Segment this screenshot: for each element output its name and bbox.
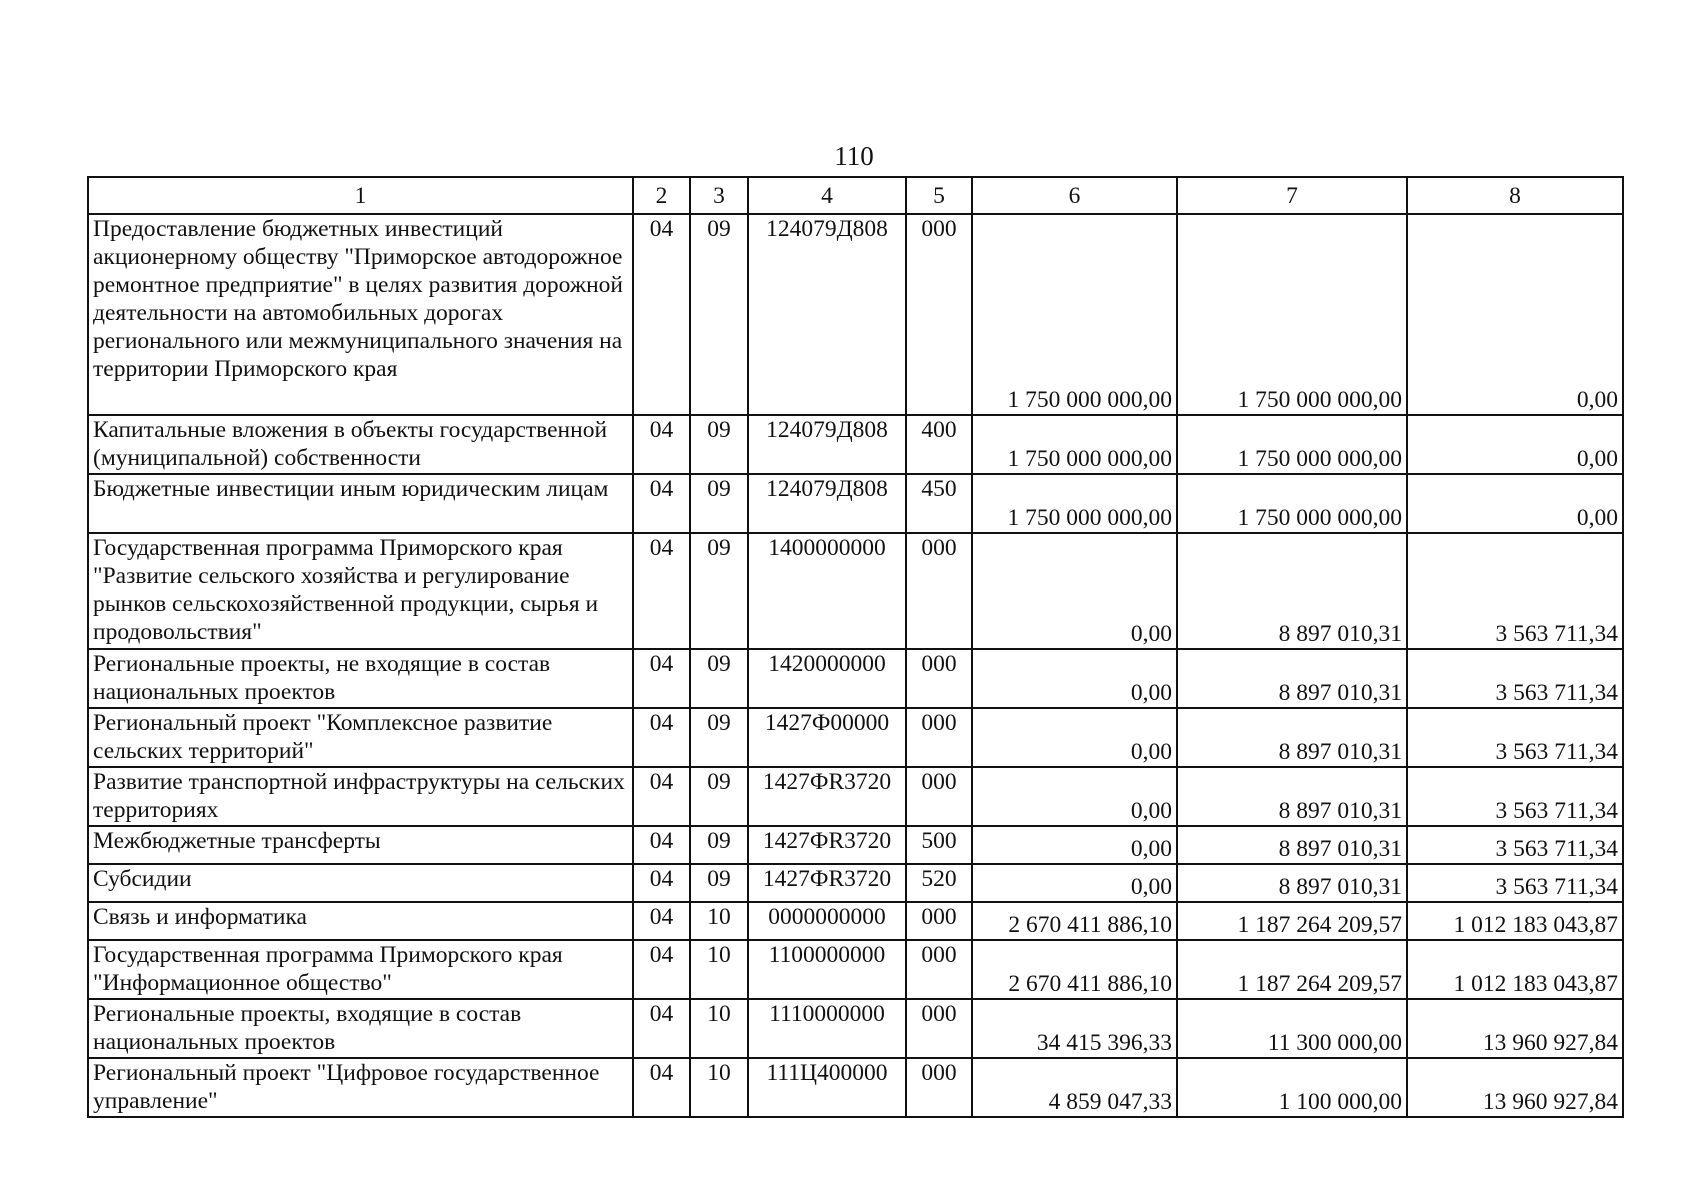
subsection-code-cell: 09 [690,864,748,902]
expense-type-cell: 000 [906,999,972,1058]
amount-cell-7: 1 187 264 209,57 [1177,902,1407,940]
section-code-cell: 04 [633,999,690,1058]
expense-type-cell: 000 [906,214,972,415]
amount-cell-6: 0,00 [972,767,1177,826]
table-row [88,649,1623,708]
expense-type-cell: 000 [906,767,972,826]
target-article-cell: 1420000000 [748,649,906,708]
table-row [88,214,1623,415]
table-row [88,826,1623,864]
section-code-cell: 04 [633,533,690,649]
subsection-code-cell: 09 [690,214,748,415]
header-cell: 8 [1407,177,1623,214]
subsection-code-cell: 09 [690,474,748,533]
target-article-cell: 1427ФR3720 [748,826,906,864]
amount-cell-8: 3 563 711,34 [1407,533,1623,649]
section-code-cell: 04 [633,902,690,940]
section-code-cell: 04 [633,474,690,533]
target-article-cell: 1110000000 [748,999,906,1058]
amount-cell-7: 1 750 000 000,00 [1177,214,1407,415]
target-article-cell: 124079Д808 [748,415,906,474]
header-cell: 2 [633,177,690,214]
page-number: 110 [834,141,874,171]
header-cell: 7 [1177,177,1407,214]
amount-cell-7: 1 187 264 209,57 [1177,940,1407,999]
target-article-cell: 111Ц400000 [748,1058,906,1117]
table-row [88,940,1623,999]
amount-cell-6: 1 750 000 000,00 [972,474,1177,533]
table-row [88,767,1623,826]
row-name-cell: Региональные проекты, не входящие в состав национальных проектов [88,649,633,708]
header-cell: 5 [906,177,972,214]
amount-cell-6: 0,00 [972,649,1177,708]
table-row [88,864,1623,902]
header-cell: 4 [748,177,906,214]
amount-cell-6: 4 859 047,33 [972,1058,1177,1117]
subsection-code-cell: 09 [690,767,748,826]
expense-type-cell: 000 [906,649,972,708]
amount-cell-6: 1 750 000 000,00 [972,214,1177,415]
section-code-cell: 04 [633,767,690,826]
target-article-cell: 1427ФR3720 [748,864,906,902]
header-cell: 1 [88,177,633,214]
subsection-code-cell: 10 [690,999,748,1058]
amount-cell-6: 2 670 411 886,10 [972,940,1177,999]
subsection-code-cell: 09 [690,708,748,767]
table-row [88,474,1623,533]
amount-cell-7: 1 750 000 000,00 [1177,415,1407,474]
amount-cell-7: 8 897 010,31 [1177,864,1407,902]
subsection-code-cell: 10 [690,940,748,999]
amount-cell-7: 8 897 010,31 [1177,826,1407,864]
amount-cell-8: 0,00 [1407,415,1623,474]
section-code-cell: 04 [633,940,690,999]
budget-table [87,176,1624,1118]
amount-cell-6: 34 415 396,33 [972,999,1177,1058]
amount-cell-8: 0,00 [1407,214,1623,415]
amount-cell-8: 3 563 711,34 [1407,826,1623,864]
amount-cell-6: 1 750 000 000,00 [972,415,1177,474]
row-name-cell: Региональный проект "Цифровое государственное управление" [88,1058,633,1117]
expense-type-cell: 000 [906,1058,972,1117]
amount-cell-7: 8 897 010,31 [1177,533,1407,649]
amount-cell-7: 8 897 010,31 [1177,649,1407,708]
amount-cell-8: 0,00 [1407,474,1623,533]
amount-cell-8: 13 960 927,84 [1407,1058,1623,1117]
amount-cell-6: 0,00 [972,864,1177,902]
section-code-cell: 04 [633,826,690,864]
row-name-cell: Межбюджетные трансферты [88,826,633,864]
table-row [88,533,1623,649]
row-name-cell: Субсидии [88,864,633,902]
row-name-cell: Государственная программа Приморского края "Развитие сельского хозяйства и регулирование рынков сельскохозяйственной продукции, сырья и продовольствия" [88,533,633,649]
subsection-code-cell: 09 [690,415,748,474]
expense-type-cell: 520 [906,864,972,902]
amount-cell-8: 13 960 927,84 [1407,999,1623,1058]
row-name-cell: Региональные проекты, входящие в состав национальных проектов [88,999,633,1058]
expense-type-cell: 000 [906,708,972,767]
amount-cell-7: 1 750 000 000,00 [1177,474,1407,533]
amount-cell-8: 3 563 711,34 [1407,649,1623,708]
subsection-code-cell: 09 [690,649,748,708]
table-row [88,708,1623,767]
subsection-code-cell: 09 [690,533,748,649]
expense-type-cell: 000 [906,902,972,940]
expense-type-cell: 500 [906,826,972,864]
section-code-cell: 04 [633,214,690,415]
section-code-cell: 04 [633,649,690,708]
amount-cell-8: 1 012 183 043,87 [1407,940,1623,999]
amount-cell-8: 3 563 711,34 [1407,708,1623,767]
table-header-row [88,177,1623,214]
amount-cell-7: 8 897 010,31 [1177,708,1407,767]
target-article-cell: 124079Д808 [748,214,906,415]
target-article-cell: 1400000000 [748,533,906,649]
target-article-cell: 0000000000 [748,902,906,940]
header-cell: 3 [690,177,748,214]
expense-type-cell: 450 [906,474,972,533]
subsection-code-cell: 10 [690,1058,748,1117]
section-code-cell: 04 [633,708,690,767]
amount-cell-6: 0,00 [972,826,1177,864]
subsection-code-cell: 09 [690,826,748,864]
amount-cell-6: 2 670 411 886,10 [972,902,1177,940]
table-row [88,1058,1623,1117]
expense-type-cell: 000 [906,533,972,649]
table-row [88,902,1623,940]
row-name-cell: Капитальные вложения в объекты государственной (муниципальной) собственности [88,415,633,474]
table-row [88,999,1623,1058]
table-row [88,415,1623,474]
section-code-cell: 04 [633,415,690,474]
row-name-cell: Развитие транспортной инфраструктуры на сельских территориях [88,767,633,826]
amount-cell-8: 1 012 183 043,87 [1407,902,1623,940]
amount-cell-8: 3 563 711,34 [1407,767,1623,826]
target-article-cell: 124079Д808 [748,474,906,533]
target-article-cell: 1100000000 [748,940,906,999]
amount-cell-7: 1 100 000,00 [1177,1058,1407,1117]
amount-cell-7: 11 300 000,00 [1177,999,1407,1058]
subsection-code-cell: 10 [690,902,748,940]
target-article-cell: 1427Ф00000 [748,708,906,767]
expense-type-cell: 400 [906,415,972,474]
row-name-cell: Связь и информатика [88,902,633,940]
row-name-cell: Региональный проект "Комплексное развитие сельских территорий" [88,708,633,767]
amount-cell-6: 0,00 [972,708,1177,767]
header-cell: 6 [972,177,1177,214]
amount-cell-6: 0,00 [972,533,1177,649]
section-code-cell: 04 [633,1058,690,1117]
expense-type-cell: 000 [906,940,972,999]
section-code-cell: 04 [633,864,690,902]
row-name-cell: Предоставление бюджетных инвестиций акционерному обществу "Приморское автодорожное ремонтное предприятие" в целях развития дорожной деятельности на автомобильных дорогах регионального или межмуниципального значения на территории Приморского края [88,214,633,415]
target-article-cell: 1427ФR3720 [748,767,906,826]
row-name-cell: Бюджетные инвестиции иным юридическим лицам [88,474,633,533]
amount-cell-8: 3 563 711,34 [1407,864,1623,902]
amount-cell-7: 8 897 010,31 [1177,767,1407,826]
row-name-cell: Государственная программа Приморского края "Информационное общество" [88,940,633,999]
